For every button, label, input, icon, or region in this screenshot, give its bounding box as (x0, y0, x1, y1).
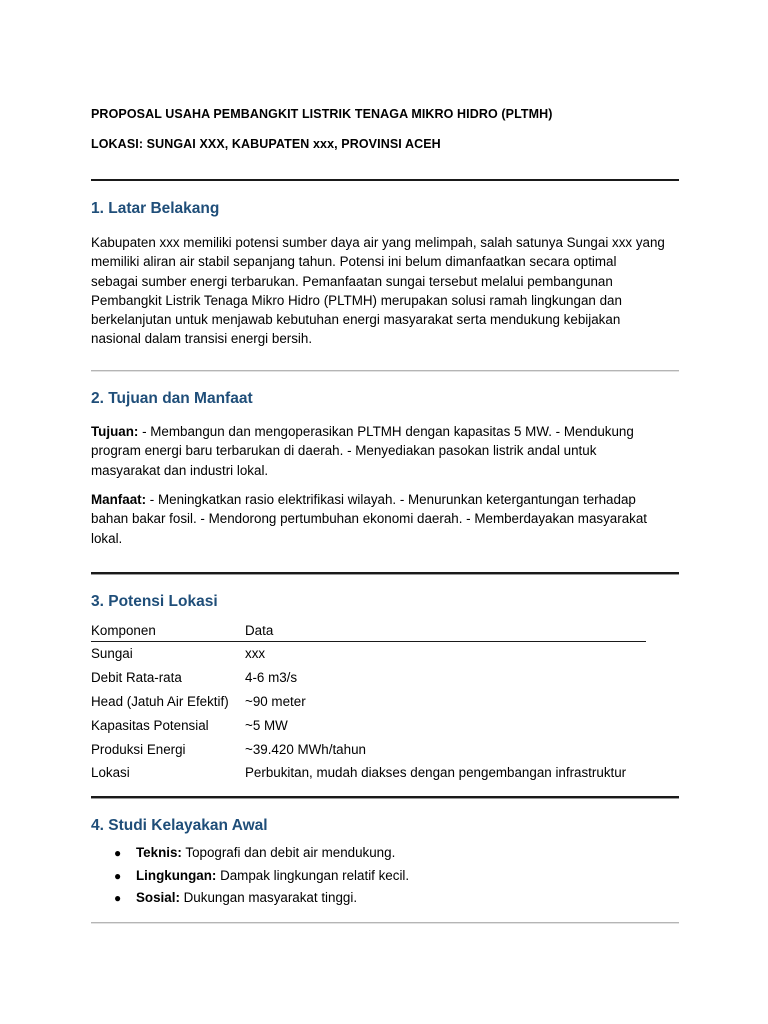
text-line (91, 422, 683, 441)
table-cell: Produksi Energi (91, 741, 186, 757)
table-header-row (91, 620, 646, 642)
table-cell: xxx (245, 646, 266, 662)
potensi-lokasi-table (91, 620, 646, 785)
text-line: memiliki aliran air stabil sepanjang tahun. Potensi ini belum dimanfaatkan secara optimal (91, 254, 617, 270)
manfaat-label: Manfaat: (91, 492, 147, 507)
item-label: Sosial: (136, 890, 180, 905)
table-cell: Debit Rata-rata (91, 670, 182, 686)
paragraph-tujuan (91, 422, 683, 480)
text-line: berkelanjutan untuk menjawab kebutuhan energi masyarakat serta mendukung kebijakan (91, 312, 621, 328)
studi-kelayakan-list (91, 842, 409, 910)
divider (91, 370, 679, 372)
table-row (91, 666, 646, 690)
manfaat-text: - Meningkatkan rasio elektrifikasi wilayah. - Menurunkan ketergantungan terhadap (146, 492, 636, 507)
table-cell: Lokasi (91, 765, 130, 781)
tujuan-text: - Membangun dan mengoperasikan PLTMH dengan kapasitas 5 MW. - Mendukung (138, 424, 634, 439)
text-line: program energi baru terbarukan di daerah. - Menyediakan pasokan listrik andal untuk (91, 443, 597, 459)
table-cell: ~90 meter (245, 693, 306, 709)
table-row (91, 737, 646, 761)
text-line: nasional dalam transisi energi bersih. (91, 331, 313, 347)
section-heading-studi-kelayakan: 4. Studi Kelayakan Awal (91, 817, 268, 834)
text-line: lokal. (91, 530, 123, 546)
item-text: Dampak lingkungan relatif kecil. (216, 867, 410, 883)
table-row (91, 690, 646, 714)
list-item (91, 865, 409, 888)
text-line: sebagai sumber energi terbarukan. Pemanfaatan sungai tersebut melalui pembangunan (91, 273, 613, 289)
table-cell: Kapasitas Potensial (91, 717, 209, 733)
tujuan-label: Tujuan: (91, 424, 139, 439)
table-cell: Perbukitan, mudah diakses dengan pengembangan infrastruktur (245, 765, 627, 781)
paragraph-latar-belakang (91, 233, 683, 349)
paragraph-manfaat (91, 490, 683, 548)
item-label: Teknis: (136, 845, 182, 860)
text-line: Pembangkit Listrik Tenaga Mikro Hidro (PLTMH) merupakan solusi ramah lingkungan dan (91, 292, 622, 308)
item-label: Lingkungan: (136, 867, 217, 883)
divider (91, 179, 679, 181)
divider (91, 572, 679, 575)
bullet-icon: ● (114, 891, 122, 905)
table-cell: ~5 MW (245, 717, 288, 733)
item-text: Topografi dan debit air mendukung. (181, 845, 396, 860)
section-heading-latar-belakang: 1. Latar Belakang (91, 200, 220, 217)
text-line: bahan bakar fosil. - Mendorong pertumbuhan ekonomi daerah. - Memberdayakan masyarakat (91, 511, 648, 527)
section-heading-tujuan-manfaat: 2. Tujuan dan Manfaat (91, 390, 253, 407)
divider (91, 922, 679, 924)
bullet-icon: ● (114, 868, 122, 883)
bullet-icon: ● (114, 846, 122, 860)
section-heading-potensi-lokasi: 3. Potensi Lokasi (91, 593, 218, 610)
text-line: Kabupaten xxx memiliki potensi sumber daya air yang melimpah, salah satunya Sungai xxx yang (91, 235, 665, 250)
text-line: masyarakat dan industri lokal. (91, 462, 269, 478)
table-row (91, 642, 646, 666)
table-cell: 4-6 m3/s (245, 670, 298, 686)
document-location: LOKASI: SUNGAI XXX, KABUPATEN xxx, PROVINSI ACEH (91, 137, 441, 151)
table-cell: Sungai (91, 646, 133, 662)
text-line (91, 490, 683, 509)
table-row (91, 761, 646, 785)
list-item (91, 842, 409, 865)
column-header: Komponen (91, 620, 245, 642)
list-item (91, 887, 409, 910)
item-text: Dukungan masyarakat tinggi. (179, 890, 358, 905)
document-title: PROPOSAL USAHA PEMBANGKIT LISTRIK TENAGA MIKRO HIDRO (PLTMH) (91, 107, 553, 121)
column-header: Data (245, 620, 646, 642)
table-cell: Head (Jatuh Air Efektif) (91, 693, 229, 709)
divider (91, 796, 679, 799)
table-cell: ~39.420 MWh/tahun (245, 741, 366, 757)
table-row (91, 713, 646, 737)
